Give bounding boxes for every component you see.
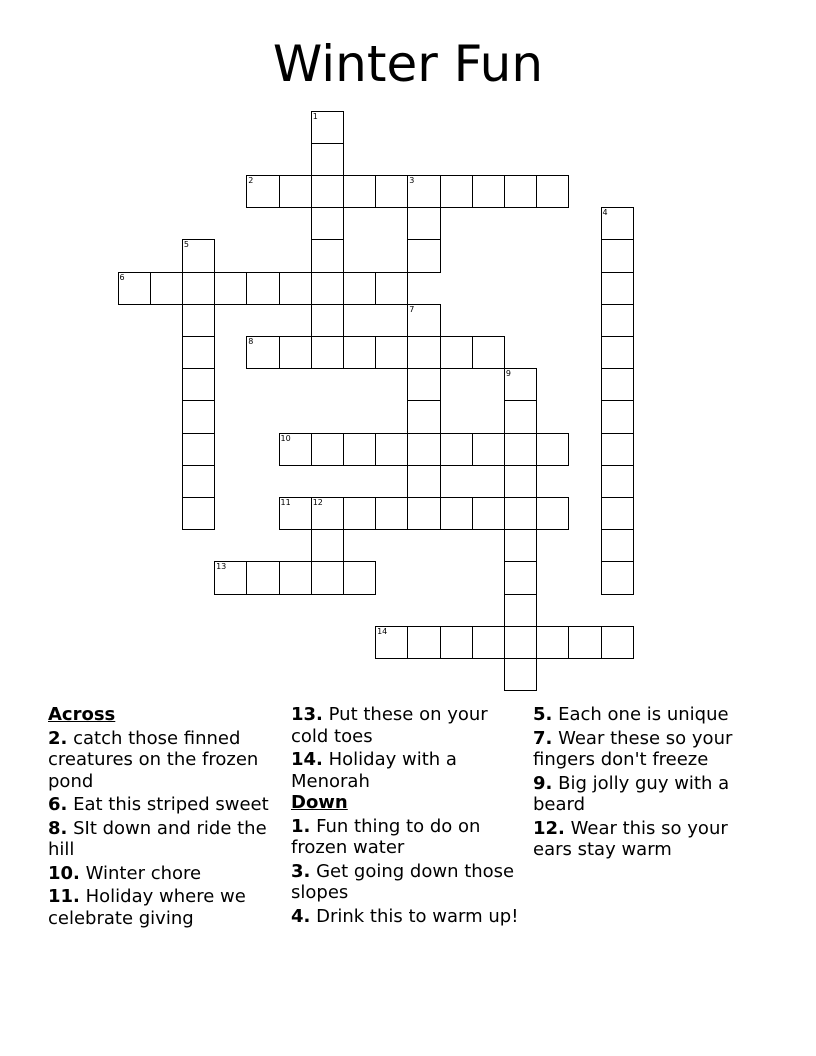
grid-cell[interactable] bbox=[311, 272, 344, 305]
across-heading: Across bbox=[48, 704, 116, 725]
grid-cell[interactable] bbox=[601, 272, 634, 305]
grid-cell[interactable] bbox=[311, 433, 344, 466]
clue-number: 10. bbox=[48, 862, 80, 884]
grid-cell[interactable] bbox=[375, 433, 408, 466]
grid-cell[interactable] bbox=[279, 497, 312, 530]
cell-number: 14 bbox=[377, 626, 388, 636]
cell-number: 12 bbox=[312, 497, 323, 507]
grid-cell[interactable] bbox=[601, 400, 634, 433]
clue-number: 6. bbox=[48, 794, 68, 815]
grid-cell[interactable] bbox=[375, 336, 408, 369]
clue-number: 5. bbox=[533, 704, 553, 725]
clue-text: Wear this so your ears stay warm bbox=[533, 817, 728, 860]
grid-cell[interactable] bbox=[182, 400, 215, 433]
grid-cell[interactable] bbox=[375, 175, 408, 208]
grid-cell[interactable] bbox=[601, 304, 634, 337]
grid-cell[interactable] bbox=[246, 175, 279, 208]
clue-number: 9. bbox=[533, 772, 553, 794]
grid-cell[interactable] bbox=[536, 433, 569, 466]
grid-cell[interactable] bbox=[504, 175, 537, 208]
grid-cell[interactable] bbox=[504, 465, 537, 498]
clue-number: 8. bbox=[48, 817, 68, 839]
grid-cell[interactable] bbox=[536, 497, 569, 530]
grid-cell[interactable] bbox=[182, 239, 215, 272]
grid-cell[interactable] bbox=[311, 561, 344, 594]
down-clue-7[interactable] bbox=[533, 728, 765, 771]
grid-cell[interactable] bbox=[472, 175, 505, 208]
grid-cell[interactable] bbox=[601, 497, 634, 530]
clue-number: 12. bbox=[533, 817, 565, 839]
down-clue-12[interactable] bbox=[533, 818, 765, 861]
grid-cell[interactable] bbox=[504, 400, 537, 433]
grid-cell[interactable] bbox=[407, 465, 440, 498]
grid-cell[interactable] bbox=[311, 304, 344, 337]
grid-cell[interactable] bbox=[568, 626, 601, 659]
grid-cell[interactable] bbox=[214, 561, 247, 594]
grid-cell[interactable] bbox=[504, 594, 537, 627]
grid-cell[interactable] bbox=[472, 433, 505, 466]
across-clue-8[interactable] bbox=[48, 818, 284, 861]
grid-cell[interactable] bbox=[311, 207, 344, 240]
grid-cell[interactable] bbox=[118, 272, 151, 305]
grid-cell[interactable] bbox=[375, 497, 408, 530]
grid-cell[interactable] bbox=[311, 336, 344, 369]
grid-cell[interactable] bbox=[407, 239, 440, 272]
clue-text: catch those finned creatures on the frozen pond bbox=[48, 727, 259, 792]
grid-cell[interactable] bbox=[343, 175, 376, 208]
grid-cell[interactable] bbox=[182, 272, 215, 305]
grid-cell[interactable] bbox=[375, 272, 408, 305]
grid-cell[interactable] bbox=[536, 175, 569, 208]
grid-cell[interactable] bbox=[601, 336, 634, 369]
clue-number: 2. bbox=[48, 727, 68, 749]
clue-number: 7. bbox=[533, 727, 553, 749]
clue-column-2 bbox=[291, 704, 523, 927]
clue-text: Big jolly guy with a beard bbox=[533, 772, 730, 815]
grid-cell[interactable] bbox=[407, 497, 440, 530]
clue-text: Fun thing to do on frozen water bbox=[291, 815, 481, 858]
down-clue-1[interactable] bbox=[291, 816, 523, 859]
grid-cell[interactable] bbox=[279, 272, 312, 305]
grid-cell[interactable] bbox=[182, 465, 215, 498]
grid-cell[interactable] bbox=[504, 433, 537, 466]
grid-cell[interactable] bbox=[504, 658, 537, 691]
cell-number: 10 bbox=[280, 433, 291, 443]
clue-number: 14. bbox=[291, 749, 323, 770]
grid-cell[interactable] bbox=[343, 433, 376, 466]
clue-column-1 bbox=[48, 704, 284, 929]
clue-number: 4. bbox=[291, 905, 311, 927]
grid-cell[interactable] bbox=[407, 368, 440, 401]
down-heading: Down bbox=[291, 792, 348, 813]
grid-cell[interactable] bbox=[407, 304, 440, 337]
grid-cell[interactable] bbox=[311, 497, 344, 530]
clue-number: 11. bbox=[48, 886, 80, 907]
across-clue-6[interactable] bbox=[48, 794, 284, 816]
clue-text: Get going down those slopes bbox=[291, 860, 515, 903]
cell-number: 8 bbox=[248, 336, 254, 346]
cell-number: 13 bbox=[216, 562, 227, 572]
grid-cell[interactable] bbox=[407, 433, 440, 466]
grid-cell[interactable] bbox=[246, 272, 279, 305]
grid-cell[interactable] bbox=[311, 111, 344, 144]
grid-cell[interactable] bbox=[536, 626, 569, 659]
grid-cell[interactable] bbox=[343, 497, 376, 530]
grid-cell[interactable] bbox=[440, 433, 473, 466]
grid-cell[interactable] bbox=[504, 497, 537, 530]
grid-cell[interactable] bbox=[504, 626, 537, 659]
grid-cell[interactable] bbox=[407, 400, 440, 433]
down-clue-9[interactable] bbox=[533, 773, 765, 816]
cell-number: 2 bbox=[248, 175, 254, 185]
grid-cell[interactable] bbox=[601, 529, 634, 562]
across-clue-11[interactable] bbox=[48, 886, 284, 929]
grid-cell[interactable] bbox=[601, 626, 634, 659]
grid-cell[interactable] bbox=[246, 336, 279, 369]
grid-cell[interactable] bbox=[311, 239, 344, 272]
grid-cell[interactable] bbox=[343, 561, 376, 594]
cell-number: 4 bbox=[602, 208, 608, 218]
cell-number: 11 bbox=[280, 497, 291, 507]
clue-column-3 bbox=[533, 704, 765, 861]
grid-cell[interactable] bbox=[407, 626, 440, 659]
down-clue-3[interactable] bbox=[291, 861, 523, 904]
across-clue-2[interactable] bbox=[48, 728, 284, 793]
clue-text: Holiday with a Menorah bbox=[291, 749, 457, 792]
grid-cell[interactable] bbox=[504, 529, 537, 562]
cell-number: 6 bbox=[119, 272, 125, 282]
grid-cell[interactable] bbox=[375, 626, 408, 659]
grid-cell[interactable] bbox=[601, 207, 634, 240]
grid-cell[interactable] bbox=[440, 175, 473, 208]
grid-cell[interactable] bbox=[214, 272, 247, 305]
clue-text: SIt down and ride the hill bbox=[48, 817, 267, 860]
cell-number: 9 bbox=[505, 369, 511, 379]
clue-number: 1. bbox=[291, 815, 311, 837]
grid-cell[interactable] bbox=[601, 561, 634, 594]
grid-cell[interactable] bbox=[279, 433, 312, 466]
grid-cell[interactable] bbox=[440, 626, 473, 659]
clue-text: Wear these so your fingers don't freeze bbox=[533, 727, 733, 770]
grid-cell[interactable] bbox=[472, 497, 505, 530]
down-clue-5[interactable] bbox=[533, 704, 765, 726]
puzzle-title: Winter Fun bbox=[272, 35, 544, 93]
cell-number: 7 bbox=[409, 304, 415, 314]
grid-cell[interactable] bbox=[246, 561, 279, 594]
across-clue-13[interactable] bbox=[291, 704, 523, 747]
grid-cell[interactable] bbox=[601, 239, 634, 272]
grid-cell[interactable] bbox=[504, 561, 537, 594]
grid-cell[interactable] bbox=[343, 272, 376, 305]
cell-number: 5 bbox=[183, 240, 189, 250]
grid-cell[interactable] bbox=[182, 336, 215, 369]
across-clue-14[interactable] bbox=[291, 749, 523, 792]
grid-cell[interactable] bbox=[279, 561, 312, 594]
grid-cell[interactable] bbox=[440, 336, 473, 369]
grid-cell[interactable] bbox=[311, 175, 344, 208]
grid-cell[interactable] bbox=[150, 272, 183, 305]
across-clue-10[interactable] bbox=[48, 863, 284, 885]
cell-number: 1 bbox=[312, 111, 318, 121]
clue-text: Eat this striped sweet bbox=[73, 794, 269, 815]
down-clue-4[interactable] bbox=[291, 906, 523, 928]
grid-cell[interactable] bbox=[504, 368, 537, 401]
clue-number: 3. bbox=[291, 860, 311, 882]
clue-text: Each one is unique bbox=[558, 704, 729, 725]
clue-text: Drink this to warm up! bbox=[316, 905, 519, 927]
grid-cell[interactable] bbox=[279, 175, 312, 208]
grid-cell[interactable] bbox=[182, 497, 215, 530]
grid-cell[interactable] bbox=[601, 465, 634, 498]
grid-cell[interactable] bbox=[182, 433, 215, 466]
grid-cell[interactable] bbox=[311, 529, 344, 562]
grid-cell[interactable] bbox=[601, 433, 634, 466]
grid-cell[interactable] bbox=[182, 368, 215, 401]
clue-number: 13. bbox=[291, 704, 323, 725]
grid-cell[interactable] bbox=[440, 497, 473, 530]
grid-cell[interactable] bbox=[407, 336, 440, 369]
grid-cell[interactable] bbox=[472, 626, 505, 659]
clue-text: Put these on your cold toes bbox=[291, 704, 488, 747]
clue-text: Holiday where we celebrate giving bbox=[48, 886, 246, 929]
clue-text: Winter chore bbox=[85, 862, 202, 884]
grid-cell[interactable] bbox=[311, 143, 344, 176]
grid-cell[interactable] bbox=[472, 336, 505, 369]
grid-cell[interactable] bbox=[343, 336, 376, 369]
grid-cell[interactable] bbox=[182, 304, 215, 337]
grid-cell[interactable] bbox=[279, 336, 312, 369]
grid-cell[interactable] bbox=[407, 175, 440, 208]
cell-number: 3 bbox=[409, 175, 415, 185]
grid-cell[interactable] bbox=[601, 368, 634, 401]
grid-cell[interactable] bbox=[407, 207, 440, 240]
